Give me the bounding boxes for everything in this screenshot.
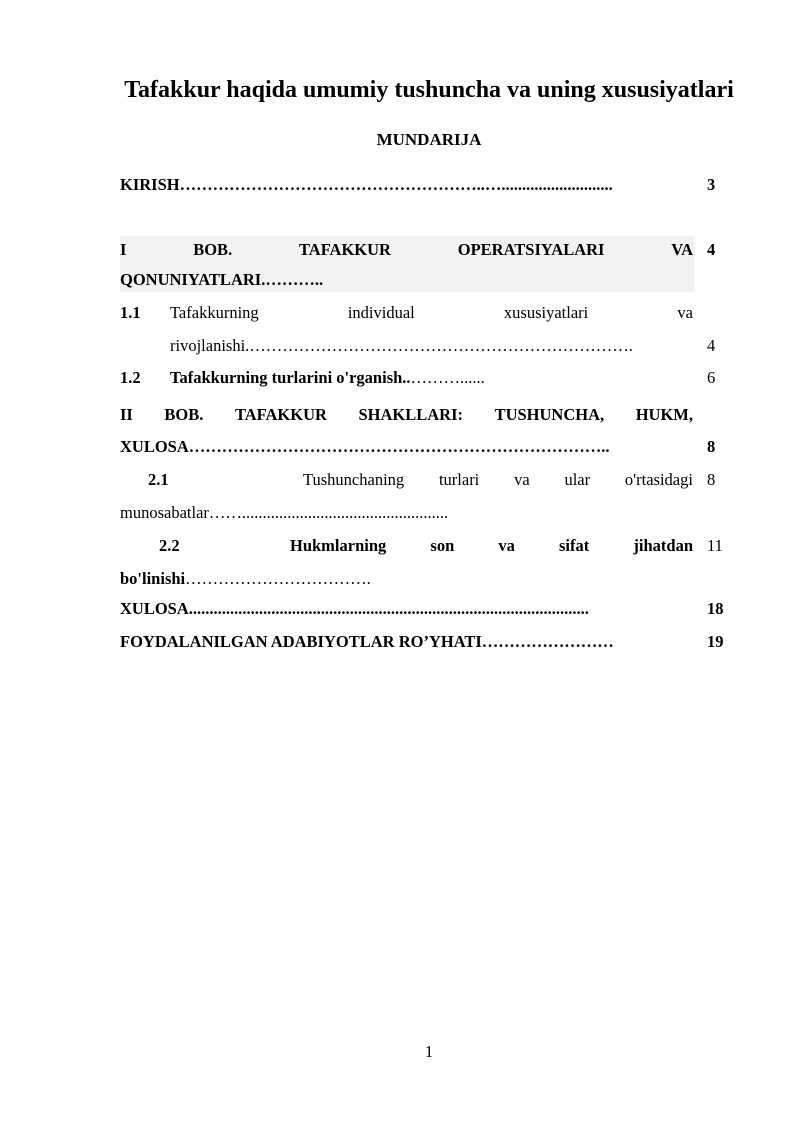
toc-entry-1-2 — [170, 368, 485, 388]
toc-word: son — [430, 536, 455, 555]
toc-word: TUSHUNCHA, — [494, 405, 605, 424]
toc-word: o'rtasidagi — [624, 470, 693, 489]
toc-word: OPERATSIYALARI — [457, 240, 605, 259]
toc-word: jihatdan — [633, 536, 693, 555]
toc-label: bo'linishi — [120, 569, 186, 588]
toc-word: Tafakkurning — [170, 303, 259, 322]
toc-word: Tushunchaning — [303, 470, 405, 489]
toc-word: SHAKLLARI: — [358, 405, 464, 424]
toc-word: VA — [671, 240, 693, 259]
toc-word: TAFAKKUR — [299, 240, 391, 259]
toc-entry-adabiyot: FOYDALANILGAN ADABIYOTLAR RO’YHATI…………………… — [120, 632, 614, 651]
toc-entry-2-1-line2: munosabatlar…….................................................. — [120, 503, 449, 522]
toc-words — [290, 536, 693, 556]
toc-entry-2-1 — [148, 470, 693, 490]
toc-entry-bob2-line2: XULOSA………………………………………………………………….. — [120, 437, 610, 456]
toc-entry-2-2 — [159, 536, 693, 556]
toc-page-2-1: 8 — [707, 470, 716, 489]
toc-entry-bob2 — [120, 405, 693, 425]
toc-page-xulosa: 18 — [707, 599, 724, 618]
toc-num-2-2: 2.2 — [159, 536, 180, 555]
toc-word: xususiyatlari — [503, 303, 589, 322]
toc-page-adabiyot: 19 — [707, 632, 724, 651]
toc-word: turlari — [438, 470, 480, 489]
toc-word: TAFAKKUR — [234, 405, 327, 424]
toc-num-1-1: 1.1 — [120, 303, 141, 322]
document-title: Tafakkur haqida umumiy tushuncha va uning xususiyatlari — [124, 77, 734, 103]
toc-word: Hukmlarning — [290, 536, 387, 555]
toc-entry-1-1 — [170, 303, 693, 323]
toc-entry-kirish: KIRISH………………………………………………..…........................... — [120, 175, 613, 194]
page-number: 1 — [424, 1042, 434, 1061]
toc-num-2-1: 2.1 — [148, 470, 169, 489]
toc-entry-2-2-line2 — [120, 569, 371, 589]
toc-label: Tafakkurning turlarini o'rganish.. — [170, 368, 411, 387]
toc-leader: ………...... — [410, 368, 485, 387]
toc-word: II — [120, 405, 133, 424]
toc-words — [303, 470, 693, 490]
toc-leader: ……………………………. — [185, 569, 371, 588]
toc-entry-bob1-line2: QONUNIYATLARI.……….. — [120, 270, 324, 289]
toc-word: individual — [347, 303, 415, 322]
toc-word: sifat — [559, 536, 590, 555]
toc-entry-xulosa: XULOSA................................................................................................. — [120, 599, 589, 618]
toc-page-1-2: 6 — [707, 368, 716, 387]
toc-heading: MUNDARIJA — [376, 130, 482, 149]
toc-word: I — [120, 240, 127, 259]
toc-word: va — [677, 303, 693, 322]
toc-word: va — [514, 470, 530, 489]
toc-word: va — [498, 536, 515, 555]
toc-page-bob2: 8 — [707, 437, 716, 456]
toc-word: BOB. — [193, 240, 233, 259]
toc-page-1-1: 4 — [707, 336, 716, 355]
toc-word: HUKM, — [635, 405, 693, 424]
toc-num-1-2: 1.2 — [120, 368, 141, 387]
toc-page-2-2: 11 — [707, 536, 723, 555]
toc-page-bob1: 4 — [707, 240, 716, 259]
toc-page-kirish: 3 — [707, 175, 716, 194]
toc-word: BOB. — [164, 405, 204, 424]
toc-entry-bob1 — [120, 240, 693, 260]
toc-word: ular — [564, 470, 591, 489]
toc-entry-1-1-line2: rivojlanishi.……………………………………………………………. — [170, 336, 633, 355]
